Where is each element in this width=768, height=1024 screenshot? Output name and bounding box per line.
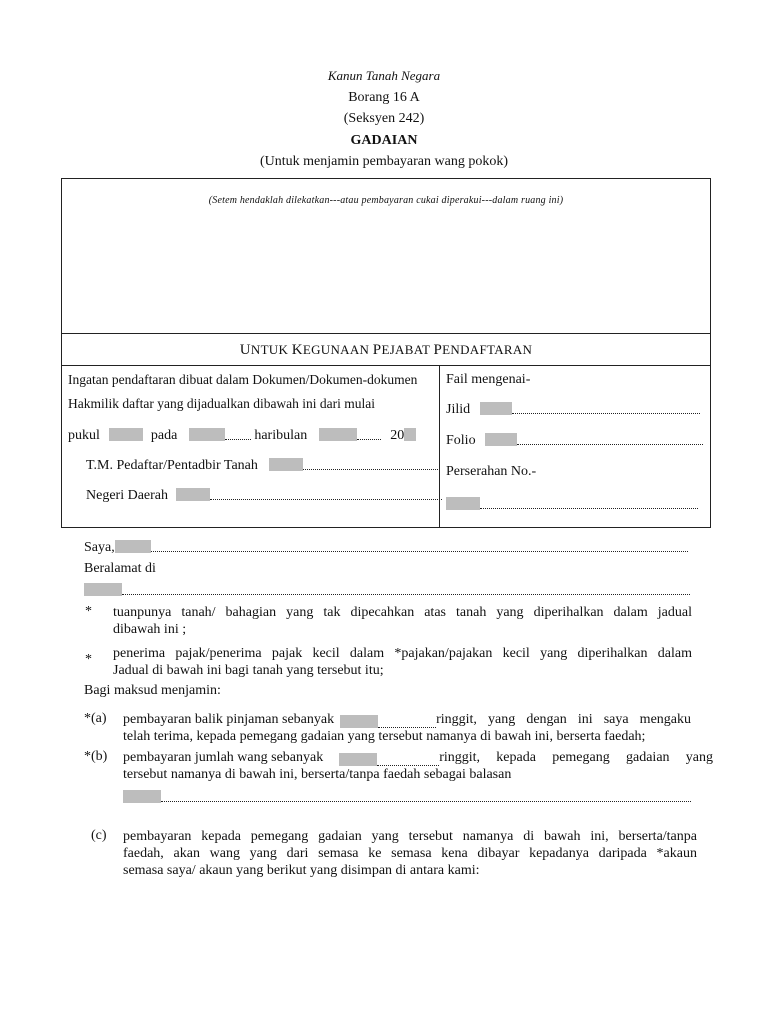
- month-dots: [357, 428, 381, 440]
- registry-memo-line1: Ingatan pendaftaran dibuat dalam Dokumen/Dokumen-dokumen: [68, 372, 418, 387]
- saya-label: Saya,: [84, 540, 115, 555]
- stamp-and-registry-box: [61, 178, 711, 528]
- clause-b-label: *(b): [84, 749, 108, 764]
- clause-c-line1: pembayaran kepada pemegang gadaian yang tersebut namanya di bawah ini, berserta/tanpa: [123, 829, 697, 844]
- clause-b-text: ringgit, kepada pemegang gadaian yang: [439, 750, 713, 765]
- sum-amount-field[interactable]: [339, 753, 377, 766]
- item-owner-line2: dibawah ini ;: [113, 622, 187, 637]
- heading-part: EGUNAAN: [302, 342, 373, 357]
- clause-a-text: pembayaran balik pinjaman sebanyak: [123, 712, 335, 727]
- beralamat-label: Beralamat di: [84, 561, 156, 576]
- state-row: [86, 488, 442, 504]
- registrar-label: T.M. Pedaftar/Pentadbir Tanah: [86, 458, 258, 473]
- folio-dots: [517, 433, 703, 445]
- heading-cap: U: [239, 342, 251, 358]
- clause-a-label: *(a): [84, 711, 107, 726]
- consideration-row: [123, 790, 691, 806]
- registrar-dots: [303, 458, 440, 470]
- consideration-dots: [161, 790, 691, 802]
- saya-dots: [151, 540, 688, 552]
- perserahan-label: Perserahan No.-: [446, 464, 537, 479]
- perserahan-field[interactable]: [446, 497, 480, 510]
- jilid-label: Jilid: [446, 402, 471, 417]
- perserahan-row: [446, 497, 698, 513]
- star-mark: *: [85, 604, 92, 619]
- address-dots: [122, 583, 690, 595]
- sum-amount-dots: [377, 754, 439, 766]
- form-title: GADAIAN: [350, 133, 418, 148]
- heading-cap: P: [372, 342, 382, 358]
- file-label: Fail mengenai-: [446, 372, 531, 387]
- registrar-row: [86, 458, 440, 474]
- address-field[interactable]: [84, 583, 122, 596]
- year-label: 20: [390, 428, 405, 443]
- clause-a: [123, 711, 691, 745]
- registry-memo-line2: Hakmilik daftar yang dijadualkan dibawah ini dari mulai: [68, 396, 376, 411]
- heading-cap: P: [433, 342, 443, 358]
- state-label: Negeri Daerah: [86, 488, 169, 503]
- day-dots: [225, 428, 251, 440]
- month-field[interactable]: [319, 428, 357, 441]
- jilid-dots: [512, 402, 700, 414]
- heading-part: EJABAT: [381, 342, 434, 357]
- item-owner-line1: tuanpunya tanah/ bahagian yang tak dipecahkan atas tanah yang diperihalkan dalam jadual: [113, 605, 692, 620]
- clause-c: [123, 828, 697, 879]
- clause-b-text: pembayaran jumlah wang sebanyak: [123, 750, 324, 765]
- day-field[interactable]: [189, 428, 225, 441]
- clause-c-line3: semasa saya/ akaun yang berikut yang disimpan di antara kami:: [123, 863, 480, 878]
- folio-field[interactable]: [485, 433, 517, 446]
- stamp-note: (Setem hendaklah dilekatkan---atau pembayaran cukai diperakui---dalam ruang ini): [208, 195, 564, 206]
- item-lessee-line2: Jadual di bawah ini bagi tanah yang tersebut itu;: [113, 663, 384, 678]
- address-row: [84, 583, 690, 599]
- loan-amount-field[interactable]: [340, 715, 378, 728]
- state-dots: [210, 488, 442, 500]
- saya-row: [84, 540, 688, 556]
- heading-cap: K: [291, 342, 303, 358]
- form-number: Borang 16 A: [348, 90, 420, 105]
- clause-b: [123, 749, 713, 783]
- clause-a-line2: telah terima, kepada pemegang gadaian yang tersebut namanya di bawah ini, berserta faedah;: [123, 729, 646, 744]
- jilid-field[interactable]: [480, 402, 512, 415]
- section-number: (Seksyen 242): [343, 111, 425, 126]
- folio-label: Folio: [446, 433, 476, 448]
- heading-part: NTUK: [250, 342, 292, 357]
- registrar-field[interactable]: [269, 458, 303, 471]
- law-name: Kanun Tanah Negara: [327, 68, 441, 83]
- folio-row: [446, 433, 703, 449]
- loan-amount-dots: [378, 716, 436, 728]
- form-subtitle: (Untuk menjamin pembayaran wang pokok): [259, 154, 509, 169]
- heading-part: ENDAFTARAN: [442, 342, 533, 357]
- perserahan-dots: [480, 497, 698, 509]
- clause-c-label: (c): [91, 828, 107, 843]
- clause-b-line1: [123, 749, 713, 766]
- star-mark: *: [85, 652, 92, 667]
- state-field[interactable]: [176, 488, 210, 501]
- purpose-label: Bagi maksud menjamin:: [84, 683, 221, 698]
- clause-c-line2: faedah, akan wang yang dari semasa ke semasa kena dibayar kepadanya daripada *akaun: [123, 846, 697, 861]
- pukul-label: pukul: [68, 428, 100, 443]
- clause-a-line1: [123, 711, 691, 728]
- pada-label: pada: [150, 428, 178, 443]
- registry-time-row: [68, 428, 416, 444]
- item-lessee-line1: penerima pajak/penerima pajak kecil dalam *pajakan/pajakan kecil yang diperihalkan dalam: [113, 646, 692, 661]
- time-field[interactable]: [109, 428, 143, 441]
- saya-field[interactable]: [115, 540, 151, 553]
- item-lessee: [113, 645, 692, 679]
- clause-a-text: ringgit, yang dengan ini saya mengaku: [436, 712, 691, 727]
- clause-b-line2: tersebut namanya di bawah ini, berserta/tanpa faedah sebagai balasan: [123, 767, 512, 782]
- item-owner: [113, 604, 692, 638]
- year-field[interactable]: [404, 428, 416, 441]
- haribulan-label: haribulan: [254, 428, 308, 443]
- consideration-field[interactable]: [123, 790, 161, 803]
- jilid-row: [446, 402, 700, 418]
- office-use-heading: [62, 333, 710, 366]
